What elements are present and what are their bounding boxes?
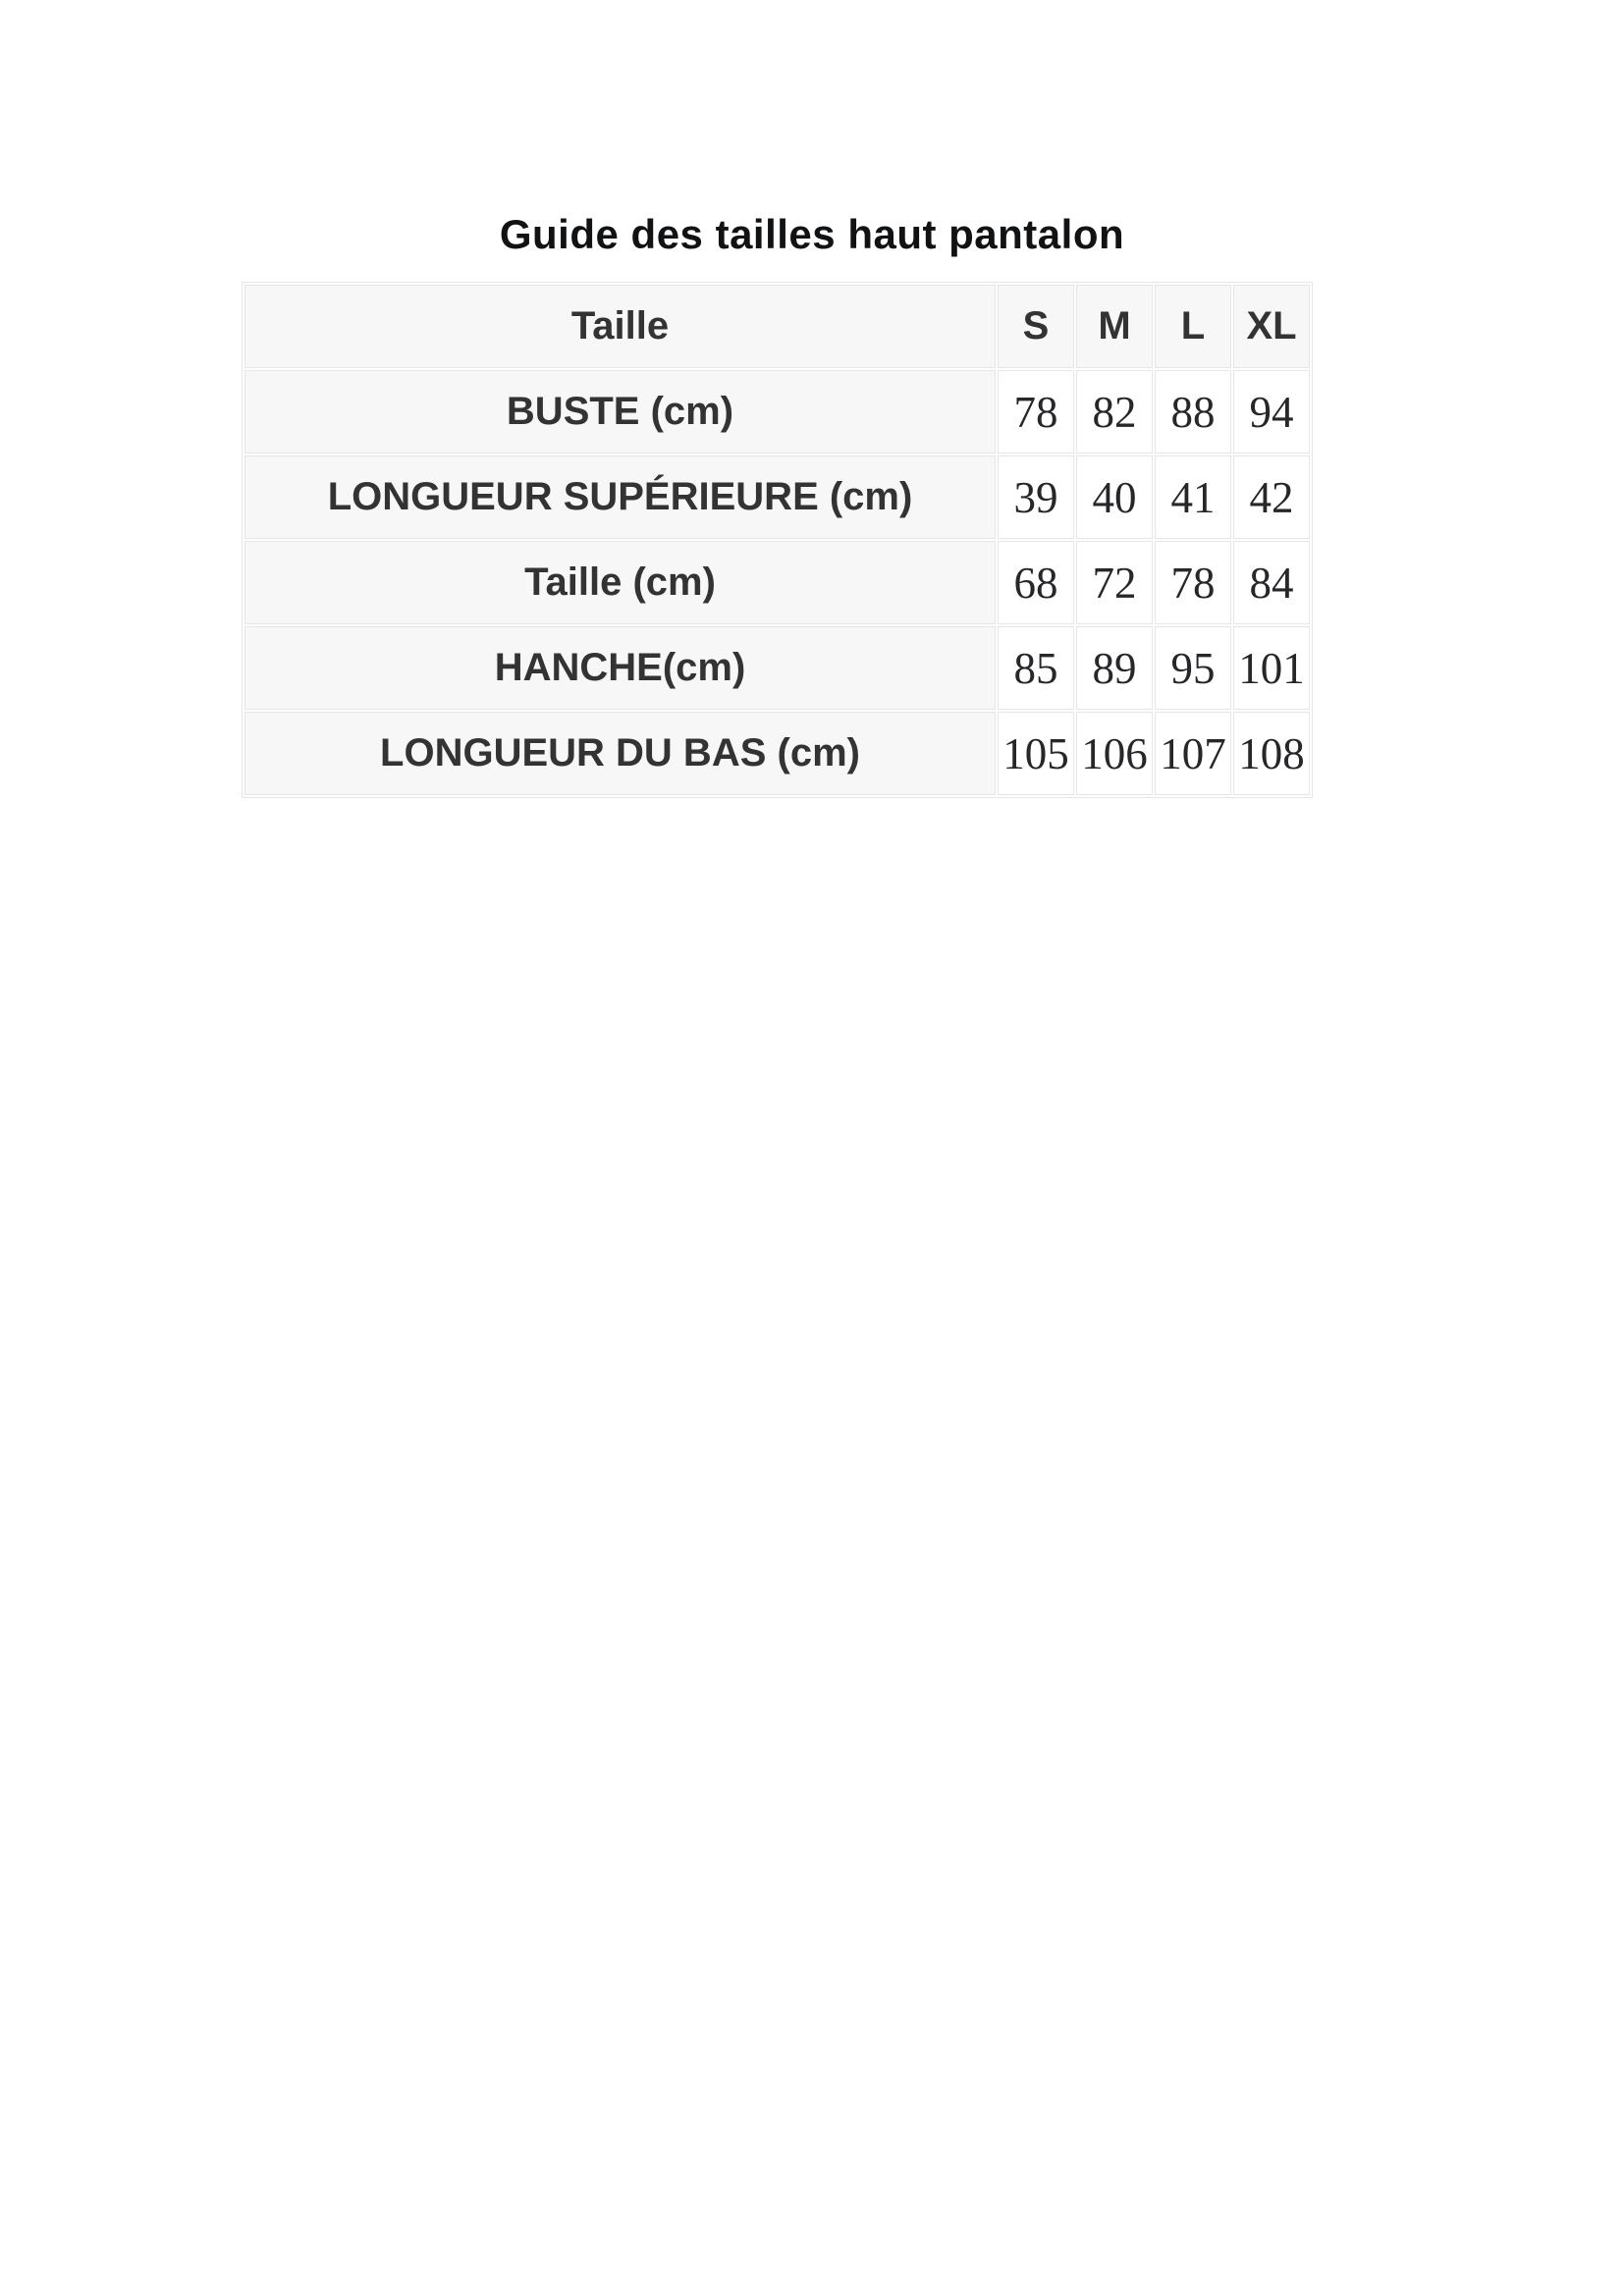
table-row-longueur-du-bas: [244, 712, 1310, 795]
table-row-hanche: [244, 626, 1310, 710]
row-label-buste: BUSTE (cm): [244, 370, 996, 454]
corner-header-taille: Taille: [244, 285, 996, 368]
value-cell: 41: [1155, 455, 1231, 539]
page-title: Guide des tailles haut pantalon: [499, 211, 1125, 257]
row-label-hanche: HANCHE(cm): [244, 626, 996, 710]
value-cell: 72: [1076, 541, 1153, 624]
value-cell: 94: [1233, 370, 1310, 454]
value-cell: 88: [1155, 370, 1231, 454]
value-cell: 42: [1233, 455, 1310, 539]
value-cell: 78: [998, 370, 1074, 454]
value-cell: 82: [1076, 370, 1153, 454]
value-cell: 89: [1076, 626, 1153, 710]
column-header-xl: XL: [1233, 285, 1310, 368]
column-header-l: L: [1155, 285, 1231, 368]
value-cell: 105: [998, 712, 1074, 795]
value-cell: 106: [1076, 712, 1153, 795]
value-cell: 95: [1155, 626, 1231, 710]
size-guide-table: [242, 282, 1313, 798]
row-label-longueur-du-bas: LONGUEUR DU BAS (cm): [244, 712, 996, 795]
column-header-m: M: [1076, 285, 1153, 368]
row-label-taille-cm: Taille (cm): [244, 541, 996, 624]
table-row-taille-cm: [244, 541, 1310, 624]
value-cell: 108: [1233, 712, 1310, 795]
value-cell: 107: [1155, 712, 1231, 795]
value-cell: 84: [1233, 541, 1310, 624]
value-cell: 78: [1155, 541, 1231, 624]
table-header-row: [244, 285, 1310, 368]
value-cell: 68: [998, 541, 1074, 624]
value-cell: 101: [1233, 626, 1310, 710]
table-row-buste: [244, 370, 1310, 454]
row-label-longueur-superieure: LONGUEUR SUPÉRIEURE (cm): [244, 455, 996, 539]
value-cell: 39: [998, 455, 1074, 539]
value-cell: 40: [1076, 455, 1153, 539]
column-header-s: S: [998, 285, 1074, 368]
value-cell: 85: [998, 626, 1074, 710]
table-row-longueur-superieure: [244, 455, 1310, 539]
